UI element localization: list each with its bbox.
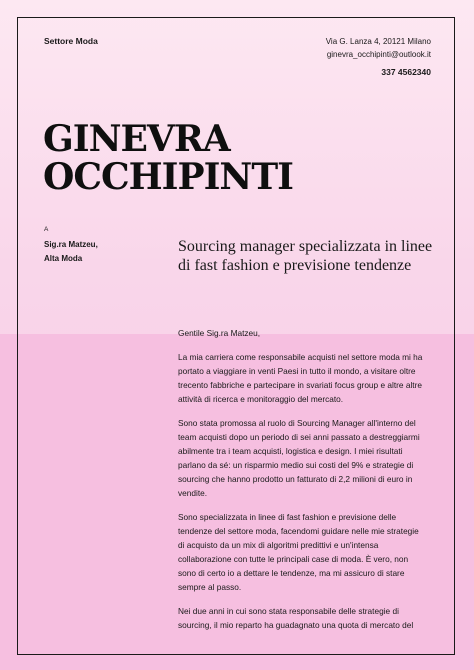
recipient-company: Alta Moda [44, 254, 83, 263]
recipient-name: Sig.ra Matzeu, [44, 240, 98, 249]
paragraph-2: Sono stata promossa al ruolo di Sourcing Manager all'interno del team acquisti dopo un periodo di sei anni passato a destreggiarmi abilmente tra i team acquisti, logistica e design. I miei risultati parlano da sé: un risparmio medio sui costi del 9% e strategie di sourcing che hanno prodotto un fatturato di 2,2 milioni di euro in vendite. [178, 418, 420, 498]
to-label: A [44, 226, 49, 233]
greeting: Gentile Sig.ra Matzeu, [178, 328, 261, 338]
first-name: GINEVRA [43, 118, 230, 160]
paragraph-3: Sono specializzata in linee di fast fashion e previsione delle tendenze del settore moda, facendomi guidare nelle mie strategie di acquisto da un mix di algoritmi predittivi e un'intensa collaborazione con tutte le principali case di moda. È vero, non sono di certo io a dettare le tendenze, ma mi assicuro di stare sempre al passo. [178, 512, 419, 592]
paragraph-4: Nei due anni in cui sono stata responsabile delle strategie di sourcing, il mio reparto ha guadagnato una quota di mercato del [178, 606, 414, 630]
last-name: OCCHIPINTI [43, 156, 293, 198]
address: Via G. Lanza 4, 20121 Milano [325, 37, 431, 46]
phone-number: 337 4562340 [381, 67, 431, 77]
letter-body [178, 326, 423, 642]
sector-label: Settore Moda [44, 36, 98, 46]
applicant-name [43, 120, 293, 196]
email: ginevra_occhipinti@outlook.it [326, 50, 431, 59]
contact-block [326, 35, 431, 61]
paragraph-1: La mia carriera come responsabile acquisti nel settore moda mi ha portato a viaggiare in venti Paesi in tutto il mondo, a visitare oltre trecento fabbriche e partecipare in svariati focus group e altre altre attività di ricerca e monitoraggio del mercato. [178, 352, 423, 404]
position-title: Sourcing manager specializzata in linee di fast fashion e previsione tendenze [178, 238, 433, 274]
recipient-block [44, 238, 98, 266]
